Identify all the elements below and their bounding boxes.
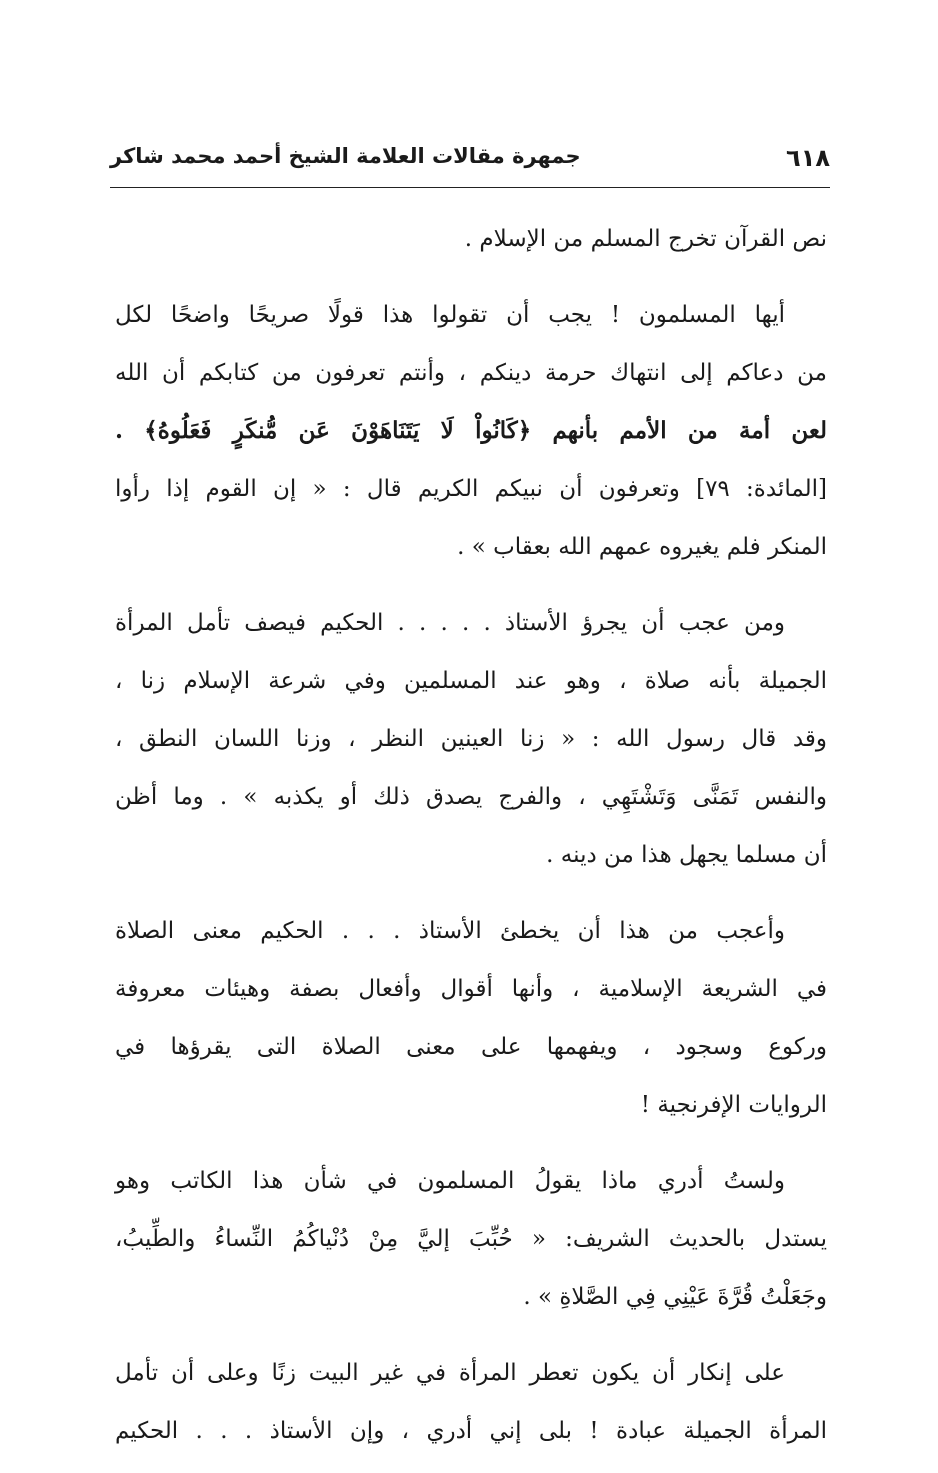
text-line: في الشريعة الإسلامية ، وأنها أقوال وأفعال بصفة وهيئات معروفة: [115, 976, 827, 1002]
paragraph: [115, 902, 827, 1134]
header-divider: [110, 187, 830, 188]
page-number: ٦١٨: [786, 144, 830, 172]
running-title: جمهرة مقالات العلامة الشيخ أحمد محمد شاكر: [110, 144, 581, 168]
text-line: وأعجب من هذا أن يخطئ الأستاذ . . . الحكيم معنى الصلاة: [115, 918, 785, 944]
text-line: على إنكار أن يكون تعطر المرأة في غير البيت زنًا وعلى أن تأمل: [115, 1360, 785, 1386]
paragraph: [115, 594, 827, 884]
text-line: والنفس تَمَنَّى وَتَشْتَهِي ، والفرج يصدق ذلك أو يكذبه » . وما أظن: [115, 784, 827, 810]
text-line: نص القرآن تخرج المسلم من الإسلام .: [464, 226, 827, 252]
text-line: وجَعَلْتُ قُرَّةَ عَيْنِي فِي الصَّلاةِ » .: [523, 1284, 827, 1310]
text-line: وركوع وسجود ، ويفهمها على معنى الصلاة التى يقرؤها في: [115, 1034, 827, 1060]
paragraph: [115, 1344, 827, 1460]
text-line: من دعاكم إلى انتهاك حرمة دينكم ، وأنتم تعرفون من كتابكم أن الله: [115, 360, 827, 386]
text-line: [المائدة: ٧٩] وتعرفون أن نبيكم الكريم قال : « إن القوم إذا رأوا: [115, 476, 827, 502]
text-line: ولستُ أدري ماذا يقولُ المسلمون في شأن هذا الكاتب وهو: [115, 1168, 785, 1194]
text-line: أيها المسلمون ! يجب أن تقولوا هذا قولًا صريحًا واضحًا لكل: [115, 302, 785, 328]
text-line: المرأة الجميلة عبادة ! بلى إني أدري ، وإن الأستاذ . . . الحكيم: [115, 1418, 827, 1444]
text-line: الروايات الإفرنجية !: [640, 1092, 827, 1118]
paragraph: [115, 210, 827, 268]
page-body: [115, 210, 827, 1460]
text-line: ومن عجب أن يجرؤ الأستاذ . . . . . الحكيم فيصف تأمل المرأة: [115, 610, 785, 636]
text-line: وقد قال رسول الله : « زنا العينين النظر ، وزنا اللسان النطق ،: [115, 726, 827, 752]
text-line: المنكر فلم يغيروه عمهم الله بعقاب » .: [457, 534, 827, 560]
text-line: الجميلة بأنه صلاة ، وهو عند المسلمين وفي شرعة الإسلام زنا ،: [115, 668, 827, 694]
text-line: يستدل بالحديث الشريف: « حُبِّبَ إليَّ مِنْ دُنْياكُمُ النِّساءُ والطِّيبُ،: [115, 1226, 827, 1252]
paragraph: [115, 1152, 827, 1326]
page-header: [110, 140, 830, 184]
paragraph: [115, 286, 827, 576]
quran-verse-line: لعن أمة من الأمم بأنهم ﴿كَانُواْ لَا يَتَنَاهَوْنَ عَن مُّنكَرٍ فَعَلُوهُ﴾ .: [115, 417, 827, 444]
text-line: أن مسلما يجهل هذا من دينه .: [546, 842, 827, 868]
